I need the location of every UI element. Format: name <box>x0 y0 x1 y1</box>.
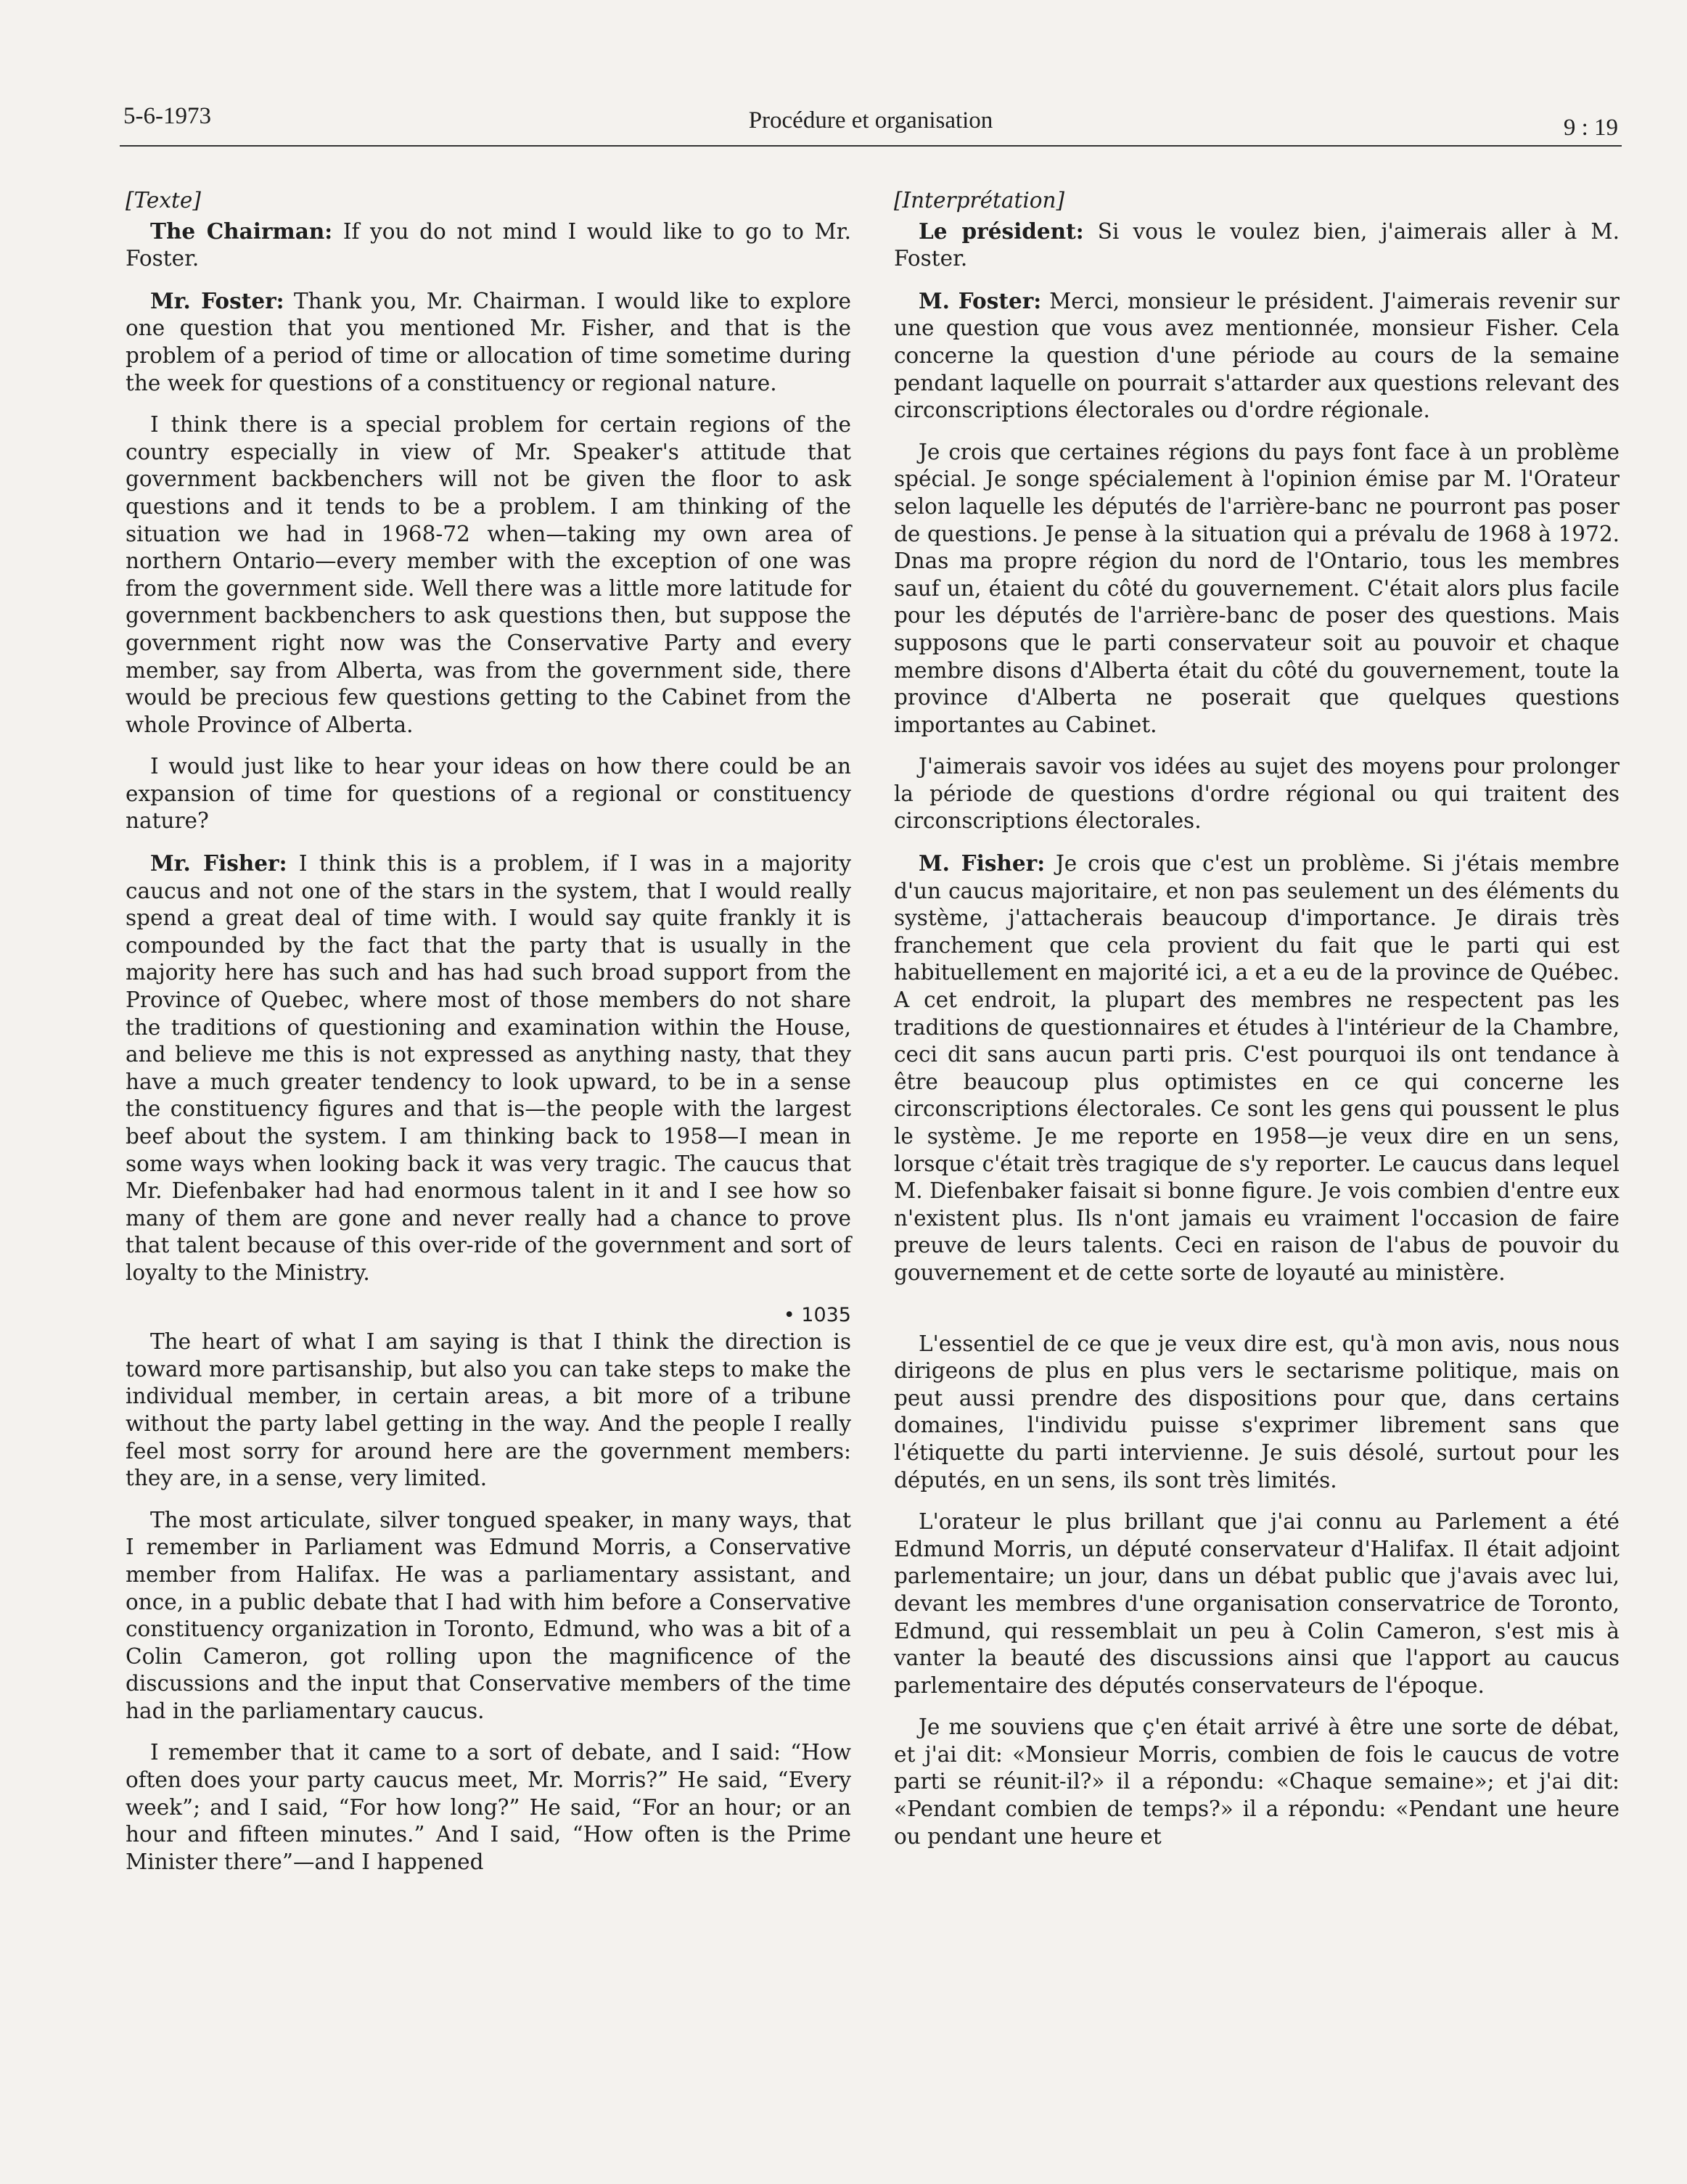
paragraph-text: I would just like to hear your ideas on how there could be an expansion of time for questions of a regional or constituency nature? <box>126 754 851 834</box>
paragraph-text: Je me souviens que ç'en était arrivé à être une sorte de débat, et j'ai dit: «Monsieur Morris, combien de fois le caucus de votre parti se réunit-il?» il a répondu: «Chaque semaine»; et j'ai dit: «Pendant combien de temps?» il a répondu: «Pendant une heure ou pendant une heure et <box>894 1715 1620 1849</box>
right-column-french <box>894 187 1620 1865</box>
paragraph <box>126 850 851 1287</box>
paragraph <box>126 753 851 835</box>
speaker-name: Mr. Fisher: <box>150 850 287 877</box>
paragraph <box>894 1714 1620 1850</box>
paragraph-text: Je crois que c'est un problème. Si j'étais membre d'un caucus majoritaire, et non pas seulement un des éléments du système, j'attacherais beaucoup d'importance. Je dirais très franchement que cela provient du fait que le parti qui est habituellement en majorité ici, a et a eu de la province de Québec. A cet endroit, la plupart des membres ne respectent pas les traditions de questionnaires et études à l'intérieur de la Chambre, ceci dit sans aucun parti pris. C'est pourquoi ils ont tendance à être beaucoup plus optimistes en ce qui concerne les circonscriptions électorales. Ce sont les gens qui poussent le plus le système. Je me reporte en 1958—je veux dire en un sens, lorsque c'était très tragique de s'y reporter. Le caucus dans lequel M. Diefenbaker faisait si bonne figure. Je vois combien d'entre eux n'existent plus. Ils n'ont jamais eu vraiment l'occasion de faire preuve de leurs talents. Ceci en raison de l'abus de pouvoir du gouvernement et de cette sorte de loyauté au ministère. <box>894 851 1620 1285</box>
left-column-english <box>126 187 851 1890</box>
paragraph <box>126 411 851 739</box>
paragraph <box>126 218 851 273</box>
paragraph-text: Thank you, Mr. Chairman. I would like to explore one question that you mentioned Mr. Fisher, and that is the problem of a period of time or allocation of time sometime during the week for questions of a constituency or regional nature. <box>126 288 851 395</box>
speaker-name: The Chairman: <box>150 218 333 244</box>
speaker-name: Mr. Foster: <box>150 287 284 313</box>
paragraph <box>894 287 1620 424</box>
column-spacer <box>894 1302 1620 1331</box>
paragraph-text: Merci, monsieur le président. J'aimerais revenir sur une question que vous avez mentionnée, monsieur Fisher. Cela concerne la question d'une période au cours de la semaine pendant laquelle on pourrait s'attarder aux questions relevant des circonscriptions électorales ou d'ordre régionale. <box>894 288 1620 423</box>
paragraph-text: L'essentiel de ce que je veux dire est, qu'à mon avis, nous nous dirigeons de plus en plus vers le sectarisme politique, mais on peut aussi prendre des dispositions pour que, dans certains domaines, l'individu puisse s'exprimer librement sans que l'étiquette du parti intervienne. Je suis désolé, surtout pour les députés, en un sens, ils sont très limités. <box>894 1331 1620 1493</box>
header-page-number: 9 : 19 <box>1563 115 1618 141</box>
paragraph-text: I think this is a problem, if I was in a majority caucus and not one of the stars in the system, that I would really spend a great deal of time with. I would say quite frankly it is compounded by the fact that the party that is usually in the majority here has such and has had such broad support from the Province of Quebec, where most of those members do not share the traditions of questioning and examination within the House, and believe me this is not expressed as anything nasty, that they have a much greater tendency to look upward, to be in a sense the constituency figures and that is—the people with the largest beef about the system. I am thinking back to 1958—I mean in some ways when looking back it was very tragic. The caucus that Mr. Diefenbaker had had enormous talent in it and I see how so many of them are gone and never really had a chance to prove that talent because of this over-ride of the government and sort of loyalty to the Ministry. <box>126 851 852 1285</box>
paragraph-text: Je crois que certaines régions du pays font face à un problème spécial. Je songe spécialement à l'opinion émise par M. l'Orateur selon laquelle les députés de l'arrière-banc ne pourront pas poser de questions. Je pense à la situation qui a prévalu de 1968 à 1972. Dnas ma propre région du nord de l'Ontario, tous les membres sauf un, étaient du côté du gouvernement. C'était alors plus facile pour les députés de l'arrière-banc de poser des questions. Mais supposons que le parti conservateur soit au pouvoir et chaque membre disons d'Alberta était du côté du gouvernement, toute la province d'Alberta ne poserait que quelques questions importantes au Cabinet. <box>894 439 1620 737</box>
language-tag: [Texte] <box>126 188 201 213</box>
time-marker: • 1035 <box>783 1303 851 1326</box>
paragraph <box>894 1331 1620 1495</box>
paragraph <box>894 1508 1620 1699</box>
header-title: Procédure et organisation <box>748 107 993 134</box>
paragraph-text: The most articulate, silver tongued speaker, in many ways, that I remember in Parliament was Edmund Morris, a Conservative member from Halifax. He was a parliamentary assistant, and once, in a public debate that I had with him before a Conservative constituency organization in Toronto, Edmund, who was a bit of a Colin Cameron, got rolling upon the magnificence of the discussions and the input that Conservative members of the time had in the parliamentary caucus. <box>126 1507 851 1723</box>
paragraph <box>894 850 1620 1287</box>
paragraph <box>894 753 1620 835</box>
speaker-name: M. Foster: <box>919 287 1042 313</box>
paragraph-text: I remember that it came to a sort of debate, and I said: “How often does your party caucus meet, Mr. Morris?” He said, “Every week”; and I said, “For how long?” He said, “For an hour; or an hour and fifteen minutes.” And I said, “How often is the Prime Minister there”—and I happened <box>126 1740 851 1874</box>
language-tag: [Interprétation] <box>894 188 1065 213</box>
paragraph <box>126 1507 851 1725</box>
page-header <box>120 102 1622 147</box>
paragraph <box>126 1329 851 1493</box>
paragraph-text: The heart of what I am saying is that I think the direction is toward more partisanship, but also you can take steps to make the individual member, in certain areas, a bit more of a tribune without the party label getting in the way. And the people I really feel most sorry for around here are the government members: they are, in a sense, very limited. <box>126 1329 851 1491</box>
paragraph-text: J'aimerais savoir vos idées au sujet des moyens pour prolonger la période de questions d'ordre régional ou qui traitent des circonscriptions électorales. <box>894 754 1620 834</box>
paragraph <box>126 287 851 397</box>
language-tag-text: Texte <box>134 188 193 213</box>
speaker-name: Le président: <box>919 218 1084 244</box>
paragraph <box>126 1739 851 1876</box>
paragraph-text: L'orateur le plus brillant que j'ai connu au Parlement a été Edmund Morris, un député conservateur d'Halifax. Il était adjoint parlementaire; un jour, dans un débat public que j'avais avec lui, devant les membres d'une organisation conservatrice de Toronto, Edmund, qui ressemblait un peu à Colin Cameron, s'est mis à vanter la beauté des discussions ainsi que l'apport au caucus parlementaire des députés conservateurs de l'époque. <box>894 1509 1620 1698</box>
paragraph-text: If you do not mind I would like to go to Mr. Foster. <box>126 218 851 271</box>
speaker-name: M. Fisher: <box>919 850 1046 877</box>
header-date: 5-6-1973 <box>123 103 211 129</box>
paragraph-text: Si vous le voulez bien, j'aimerais aller à M. Foster. <box>894 218 1620 271</box>
language-tag-text: Interprétation <box>902 188 1056 213</box>
paragraph <box>894 218 1620 273</box>
paragraph <box>894 439 1620 739</box>
paragraph-text: I think there is a special problem for certain regions of the country especially in view of Mr. Speaker's attitude that government backbenchers will not be given the floor to ask questions and it tends to be a problem. I am thinking of the situation we had in 1968-72 when—taking my own area of northern Ontario—every member with the exception of one was from the government side. Well there was a little more latitude for government backbenchers to ask questions then, but suppose the government right now was the Conservative Party and every member, say from Alberta, was from the government side, there would be precious few questions getting to the Cabinet from the whole Province of Alberta. <box>126 412 851 737</box>
